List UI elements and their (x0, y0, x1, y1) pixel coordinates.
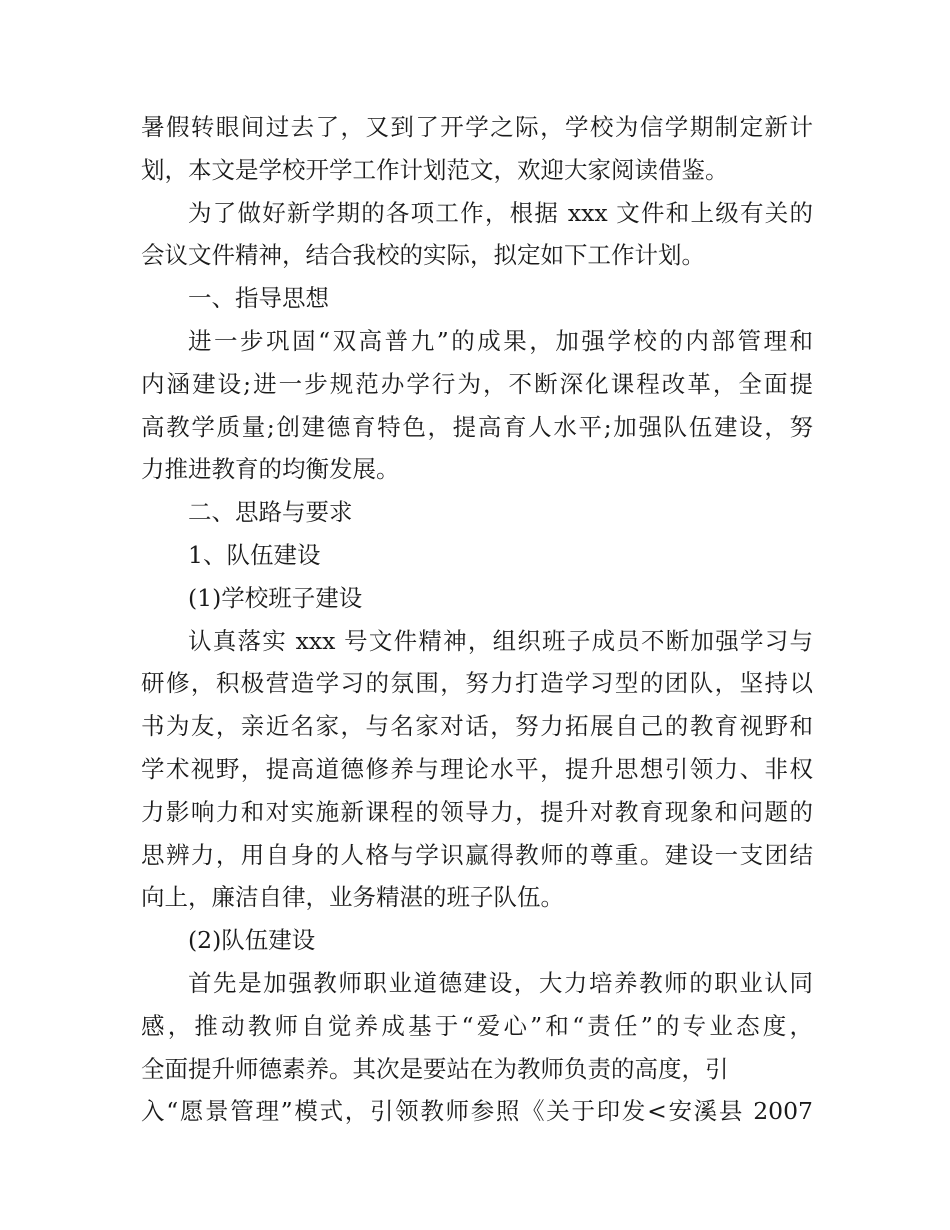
text-line: 入“愿景管理”模式，引领教师参照《关于印发<安溪县 2007 (141, 1097, 813, 1126)
text-line: 力影响力和对实施新课程的领导力，提升对教育现象和问题的 (141, 797, 813, 826)
text-line: 高教学质量;创建德育特色，提高育人水平;加强队伍建设，努 (141, 412, 813, 441)
section-heading: 一、指导思想 (188, 284, 329, 313)
text-line: 思辨力，用自身的人格与学识赢得教师的尊重。建设一支团结 (141, 840, 813, 869)
subsection-heading: (2)队伍建设 (188, 926, 316, 955)
text-line: 划，本文是学校开学工作计划范文，欢迎大家阅读借鉴。 (141, 155, 729, 184)
text-line: 研修，积极营造学习的氛围，努力打造学习型的团队，坚持以 (141, 669, 813, 698)
text-line: 会议文件精神，结合我校的实际，拟定如下工作计划。 (141, 241, 705, 270)
section-heading: 二、思路与要求 (188, 498, 353, 527)
text-line: 进一步巩固“双高普九”的成果，加强学校的内部管理和 (188, 326, 813, 355)
text-line: 力推进教育的均衡发展。 (141, 455, 400, 484)
text-line: 感，推动教师自觉养成基于“爱心”和“责任”的专业态度， (141, 1011, 813, 1040)
text-line: 学术视野，提高道德修养与理论水平，提升思想引领力、非权 (141, 754, 813, 783)
subsection-heading: (1)学校班子建设 (188, 583, 363, 612)
text-line: 首先是加强教师职业道德建设，大力培养教师的职业认同 (188, 968, 813, 997)
subsection-heading: 1、队伍建设 (188, 540, 321, 569)
text-line: 认真落实 xxx 号文件精神，组织班子成员不断加强学习与 (188, 626, 813, 655)
text-line: 暑假转眼间过去了，又到了开学之际，学校为信学期制定新计 (141, 113, 813, 141)
text-line: 向上，廉洁自律，业务精湛的班子队伍。 (141, 883, 564, 912)
document-body (141, 106, 813, 1133)
text-line: 为了做好新学期的各项工作，根据 xxx 文件和上级有关的 (188, 198, 813, 227)
text-line: 全面提升师德素养。其次是要站在为教师负责的高度，引 (141, 1054, 729, 1083)
text-line: 书为友，亲近名家，与名家对话，努力拓展自己的教育视野和 (141, 712, 813, 741)
text-line: 内涵建设;进一步规范办学行为，不断深化课程改革，全面提 (141, 369, 813, 398)
